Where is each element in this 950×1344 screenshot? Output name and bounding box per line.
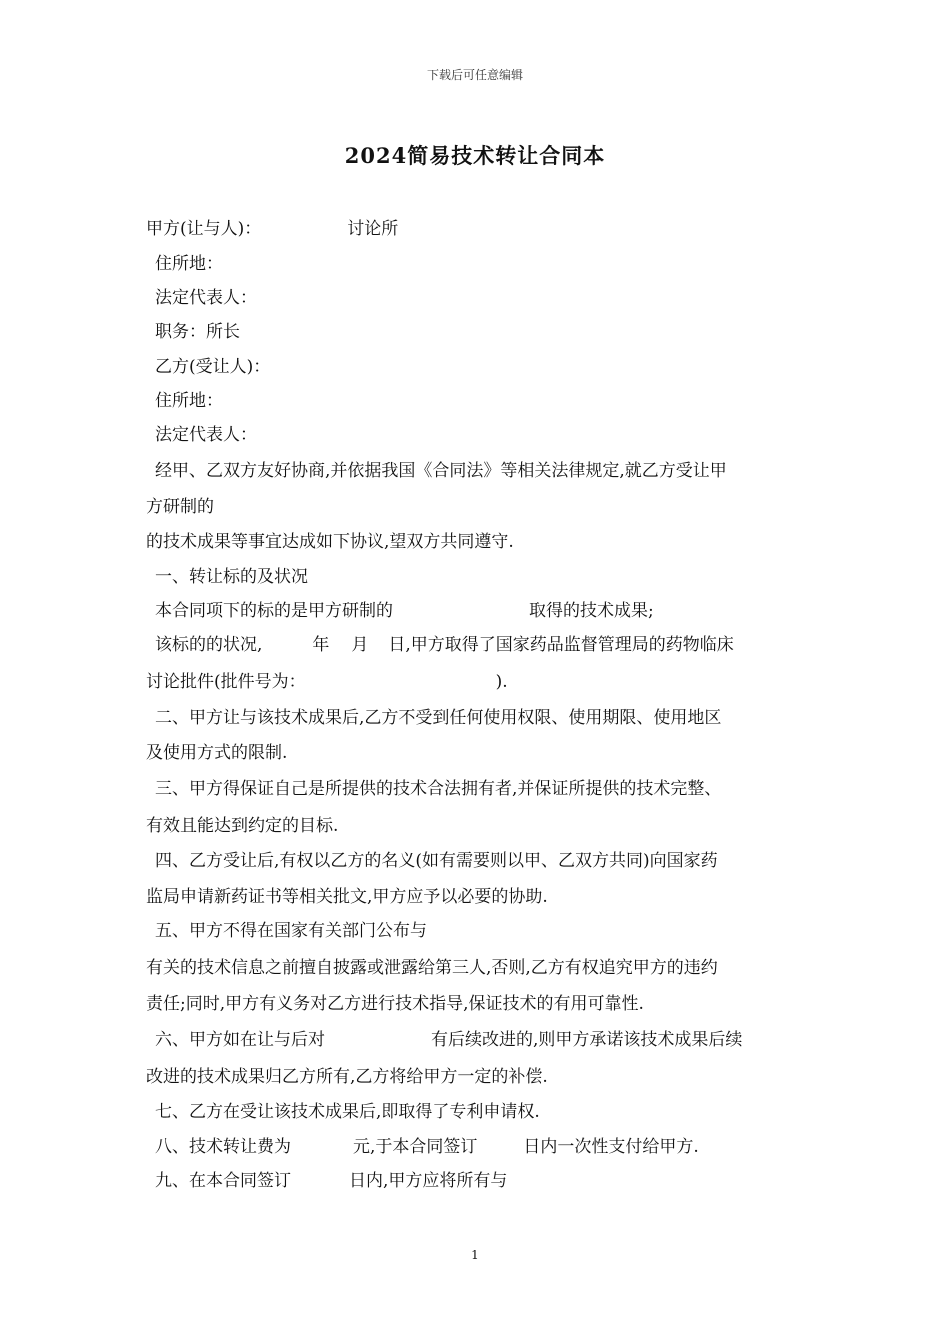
document-title: 2024简易技术转让合同本 (344, 143, 606, 168)
section-4-line-2: 监局申请新药证书等相关批文,甲方应予以必要的协助. (146, 887, 548, 907)
party-a-address: 住所地： (155, 254, 223, 274)
section-4-line-1: 四、乙方受让后,有权以乙方的名义(如有需要则以甲、乙双方共同)向国家药 (155, 851, 718, 871)
section-2-line-2: 及使用方式的限制. (146, 743, 288, 763)
party-b-label: 乙方(受让人)： (155, 357, 271, 377)
section-6-line-1-b: 有后续改进的,则甲方承诺该技术成果后续 (431, 1030, 743, 1050)
intro-line-1: 经甲、乙双方友好协商,并依据我国《合同法》等相关法律规定,就乙方受让甲 (155, 461, 727, 481)
intro-line-2: 方研制的 (146, 497, 214, 517)
party-a-label: 甲方(让与人)： (146, 219, 262, 239)
section-1-para-3-b: ). (495, 672, 508, 692)
section-1-para-3-a: 讨论批件(批件号为： (146, 672, 306, 692)
section-5-line-2: 有关的技术信息之前擅自披露或泄露给第三人,否则,乙方有权追究甲方的违约 (146, 958, 718, 978)
section-3-line-1: 三、甲方得保证自己是所提供的技术合法拥有者,并保证所提供的技术完整、 (155, 779, 722, 799)
section-1-para-2-b: 日,甲方取得了国家药品监督管理局的药物临床 (388, 635, 734, 655)
section-7-line-1: 七、乙方在受让该技术成果后,即取得了专利申请权. (155, 1102, 540, 1122)
party-a-legal-rep: 法定代表人： (155, 288, 257, 308)
section-9-b: 日内,甲方应将所有与 (349, 1171, 508, 1191)
section-1-para-1-b: 取得的技术成果; (529, 601, 654, 621)
section-8-a: 八、技术转让费为 (155, 1137, 291, 1157)
section-1-para-2-a: 该标的的状况, (155, 635, 263, 655)
page-header: 下载后可任意编辑 (426, 68, 523, 82)
section-8-line (155, 1136, 699, 1158)
section-8-c: 日内一次性支付给甲方. (523, 1137, 699, 1157)
party-a-line (146, 218, 398, 240)
intro-line-3: 的技术成果等事宜达成如下协议,望双方共同遵守. (146, 532, 514, 552)
section-1-para-3 (146, 671, 508, 693)
section-2-line-1: 二、甲方让与该技术成果后,乙方不受到任何使用权限、使用期限、使用地区 (155, 708, 722, 728)
section-1-para-1-a: 本合同项下的标的是甲方研制的 (155, 601, 393, 621)
section-3-line-2: 有效且能达到约定的目标. (146, 816, 339, 836)
section-1-year: 年 (312, 635, 330, 655)
party-b-legal-rep: 法定代表人： (155, 425, 257, 445)
party-a-value: 讨论所 (347, 219, 399, 239)
section-5-line-1: 五、甲方不得在国家有关部门公布与 (155, 921, 427, 941)
party-b-address: 住所地： (155, 391, 223, 411)
section-5-line-3: 责任;同时,甲方有义务对乙方进行技术指导,保证技术的有用可靠性. (146, 994, 644, 1014)
party-a-position: 职务：所长 (155, 322, 240, 342)
section-1-para-1 (155, 600, 654, 622)
section-8-b: 元,于本合同签订 (353, 1137, 478, 1157)
section-1-para-2 (155, 634, 734, 656)
section-6-line-1 (155, 1029, 742, 1051)
page-number: 1 (471, 1248, 479, 1262)
section-1-month: 月 (351, 635, 369, 655)
section-9-line (155, 1170, 507, 1192)
section-9-a: 九、在本合同签订 (155, 1171, 291, 1191)
section-6-line-2: 改进的技术成果归乙方所有,乙方将给甲方一定的补偿. (146, 1067, 548, 1087)
section-1-heading: 一、转让标的及状况 (155, 567, 308, 587)
section-6-line-1-a: 六、甲方如在让与后对 (155, 1030, 325, 1050)
